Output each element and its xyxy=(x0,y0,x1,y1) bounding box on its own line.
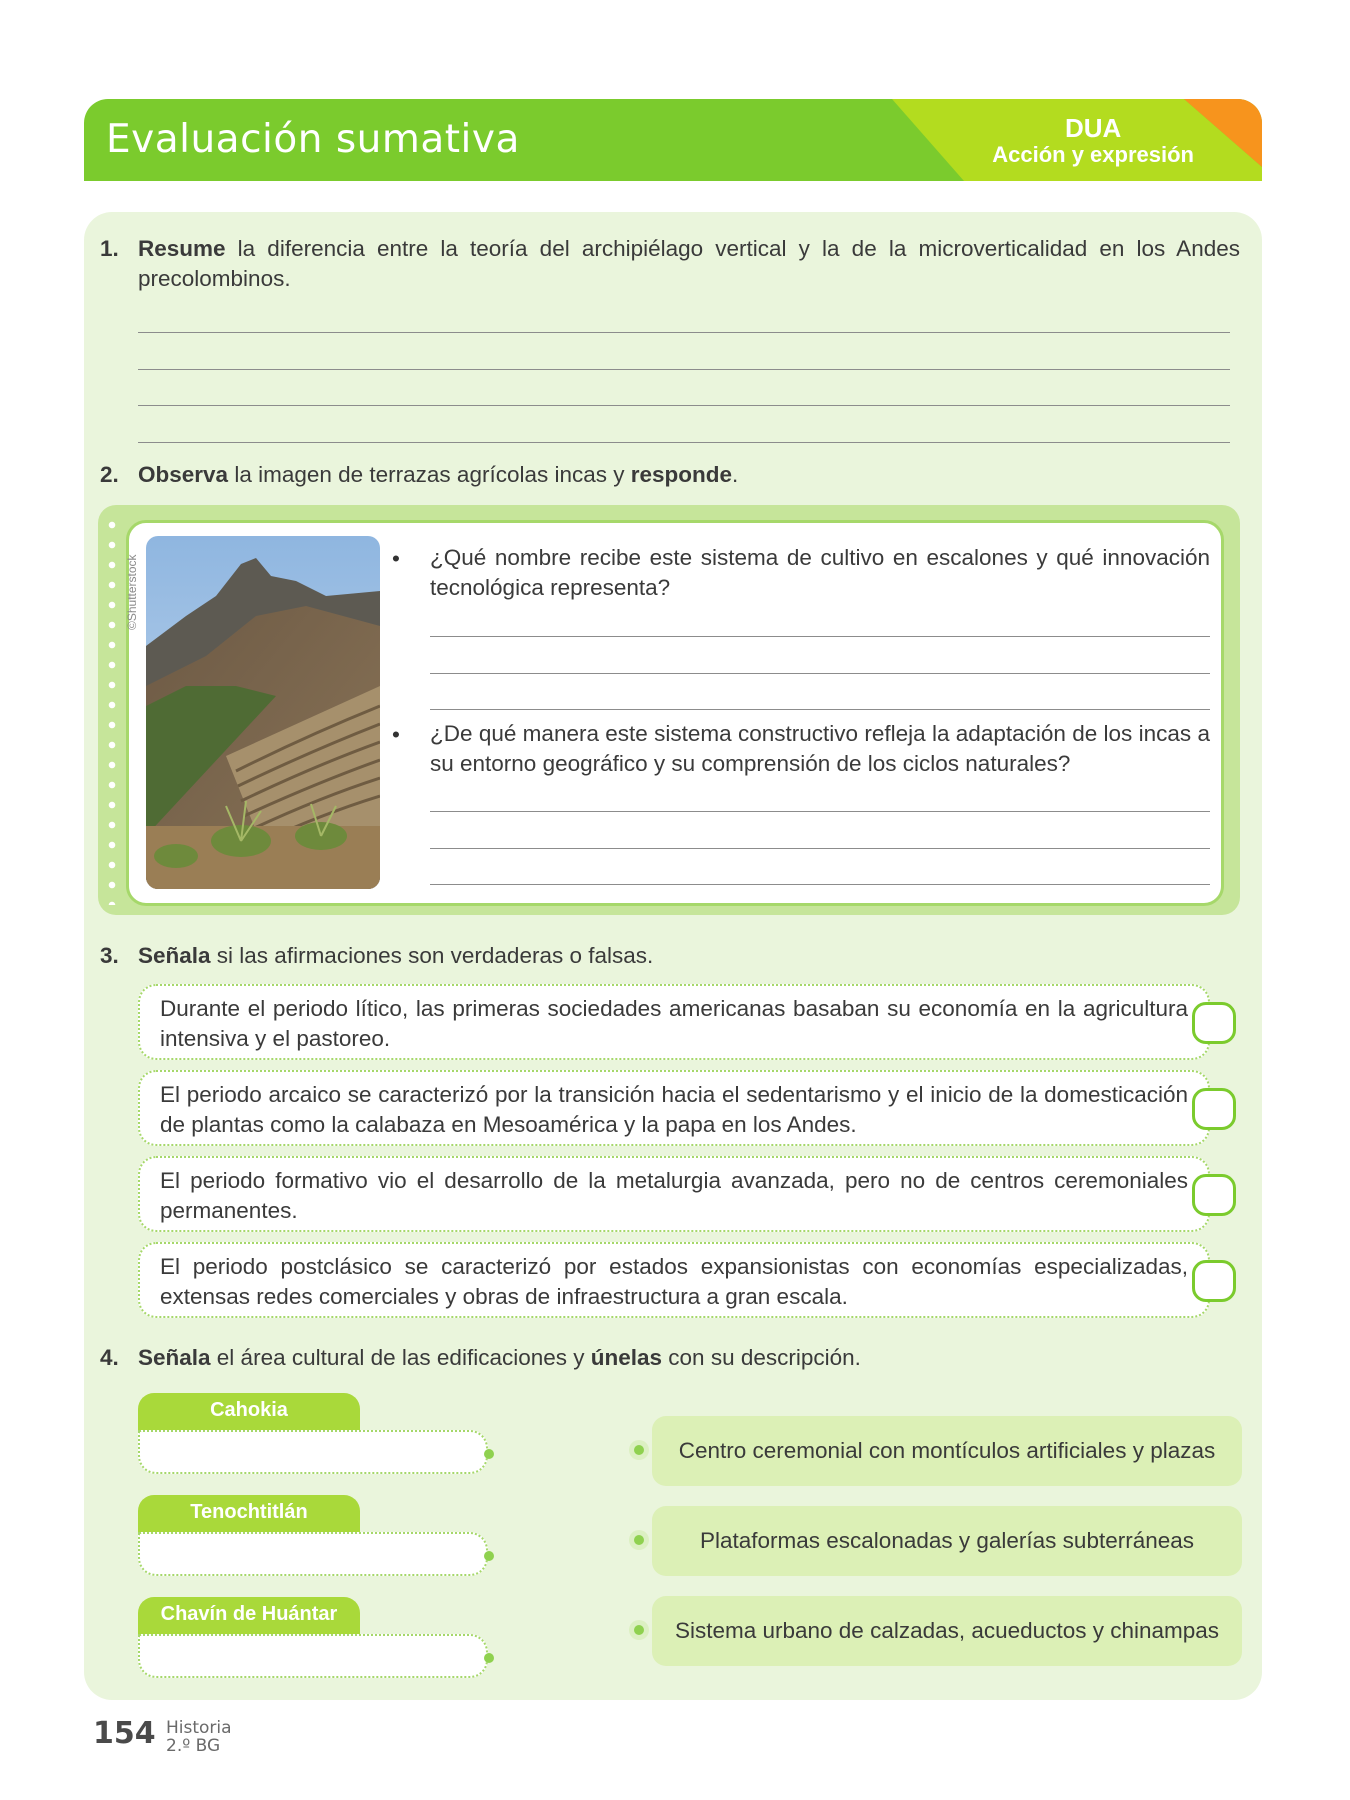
description-card: Sistema urbano de calzadas, acueductos y chinampas xyxy=(652,1596,1242,1666)
match-dot[interactable] xyxy=(634,1445,644,1455)
site-answer-field[interactable] xyxy=(138,1532,488,1576)
question-1-body: la diferencia entre la teoría del archipiélago vertical y la de la microverticalidad en los Andes precolombinos. xyxy=(138,236,1240,291)
match-dot[interactable] xyxy=(484,1551,494,1561)
question-2-number: 2. xyxy=(100,462,119,487)
statement-card: El periodo formativo vio el desarrollo de la metalurgia avanzada, pero no de centros ceremoniales permanentes. xyxy=(138,1156,1210,1232)
answer-line[interactable] xyxy=(430,709,1210,710)
question-2-period: . xyxy=(732,462,739,487)
notebook-binding-decoration xyxy=(104,515,120,905)
bullet-icon: • xyxy=(392,722,400,747)
statement-card: El periodo postclásico se caracterizó por estados expansionistas con economías especializadas, extensas redes comerciales y obras de infraestructura a gran escala. xyxy=(138,1242,1210,1318)
question-4-number: 4. xyxy=(100,1345,119,1370)
question-4-verb-select: Señala xyxy=(138,1345,211,1370)
question-2-text xyxy=(138,460,738,490)
question-4-verb-join: únelas xyxy=(590,1345,663,1370)
subject-name: Historia xyxy=(166,1718,232,1738)
site-tag-cahokia: Cahokia xyxy=(138,1393,360,1431)
match-dot[interactable] xyxy=(634,1535,644,1545)
site-answer-field[interactable] xyxy=(138,1634,488,1678)
answer-line[interactable] xyxy=(430,636,1210,637)
answer-line[interactable] xyxy=(430,811,1210,812)
question-2-body: la imagen de terrazas agrícolas incas y xyxy=(228,462,631,487)
dua-badge xyxy=(992,115,1194,169)
page-number: 154 xyxy=(93,1716,156,1751)
question-3-verb: Señala xyxy=(138,943,211,968)
question-3-number: 3. xyxy=(100,943,119,968)
true-false-box[interactable] xyxy=(1192,1260,1236,1302)
question-3-body: si las afirmaciones son verdaderas o falsas. xyxy=(210,943,654,968)
bullet-icon: • xyxy=(392,546,400,571)
section-header xyxy=(84,99,1262,181)
site-tag-tenochtitlan: Tenochtitlán xyxy=(138,1495,360,1533)
question-4-end: con su descripción. xyxy=(662,1345,861,1370)
image-credit: ©Shutterstock xyxy=(125,554,139,630)
answer-line[interactable] xyxy=(138,405,1230,406)
statement-card: El periodo arcaico se caracterizó por la transición hacia el sedentarismo y el inicio de la domesticación de plantas como la calabaza en Mesoamérica y la papa en los Andes. xyxy=(138,1070,1210,1146)
site-tag-chavin: Chavín de Huántar xyxy=(138,1597,360,1635)
true-false-box[interactable] xyxy=(1192,1002,1236,1044)
inca-terraces-photo xyxy=(146,536,380,889)
description-card: Plataformas escalonadas y galerías subterráneas xyxy=(652,1506,1242,1576)
subject-label xyxy=(166,1719,232,1755)
question-1-number: 1. xyxy=(100,236,119,261)
image-question-2: ¿De qué manera este sistema constructivo refleja la adaptación de los incas a su entorno geográfico y su comprensión de los ciclos naturales? xyxy=(430,721,1210,776)
true-false-box[interactable] xyxy=(1192,1174,1236,1216)
dua-title: DUA xyxy=(1064,113,1122,143)
question-3-text xyxy=(138,941,653,971)
description-card: Centro ceremonial con montículos artificiales y plazas xyxy=(652,1416,1242,1486)
dua-subtitle: Acción y expresión xyxy=(992,142,1194,167)
match-dot[interactable] xyxy=(484,1653,494,1663)
image-question-1: ¿Qué nombre recibe este sistema de cultivo en escalones y qué innovación tecnológica representa? xyxy=(430,545,1210,600)
match-dot[interactable] xyxy=(634,1625,644,1635)
statement-card: Durante el periodo lítico, las primeras sociedades americanas basaban su economía en la agricultura intensiva y el pastoreo. xyxy=(138,984,1210,1060)
question-2-verb-respond: responde xyxy=(630,462,733,487)
answer-line[interactable] xyxy=(430,848,1210,849)
match-dot[interactable] xyxy=(484,1449,494,1459)
answer-line[interactable] xyxy=(430,673,1210,674)
answer-line[interactable] xyxy=(138,369,1230,370)
answer-line[interactable] xyxy=(430,884,1210,885)
site-answer-field[interactable] xyxy=(138,1430,488,1474)
grade-label: 2.º BG xyxy=(166,1736,221,1756)
question-1-text xyxy=(138,234,1240,294)
answer-line[interactable] xyxy=(138,332,1230,333)
true-false-box[interactable] xyxy=(1192,1088,1236,1130)
answer-line[interactable] xyxy=(138,442,1230,443)
page-title: Evaluación sumativa xyxy=(106,117,520,162)
question-4-body: el área cultural de las edificaciones y xyxy=(210,1345,591,1370)
question-4-text xyxy=(138,1343,861,1373)
question-2-verb-observe: Observa xyxy=(138,462,229,487)
question-1-verb: Resume xyxy=(138,236,226,261)
